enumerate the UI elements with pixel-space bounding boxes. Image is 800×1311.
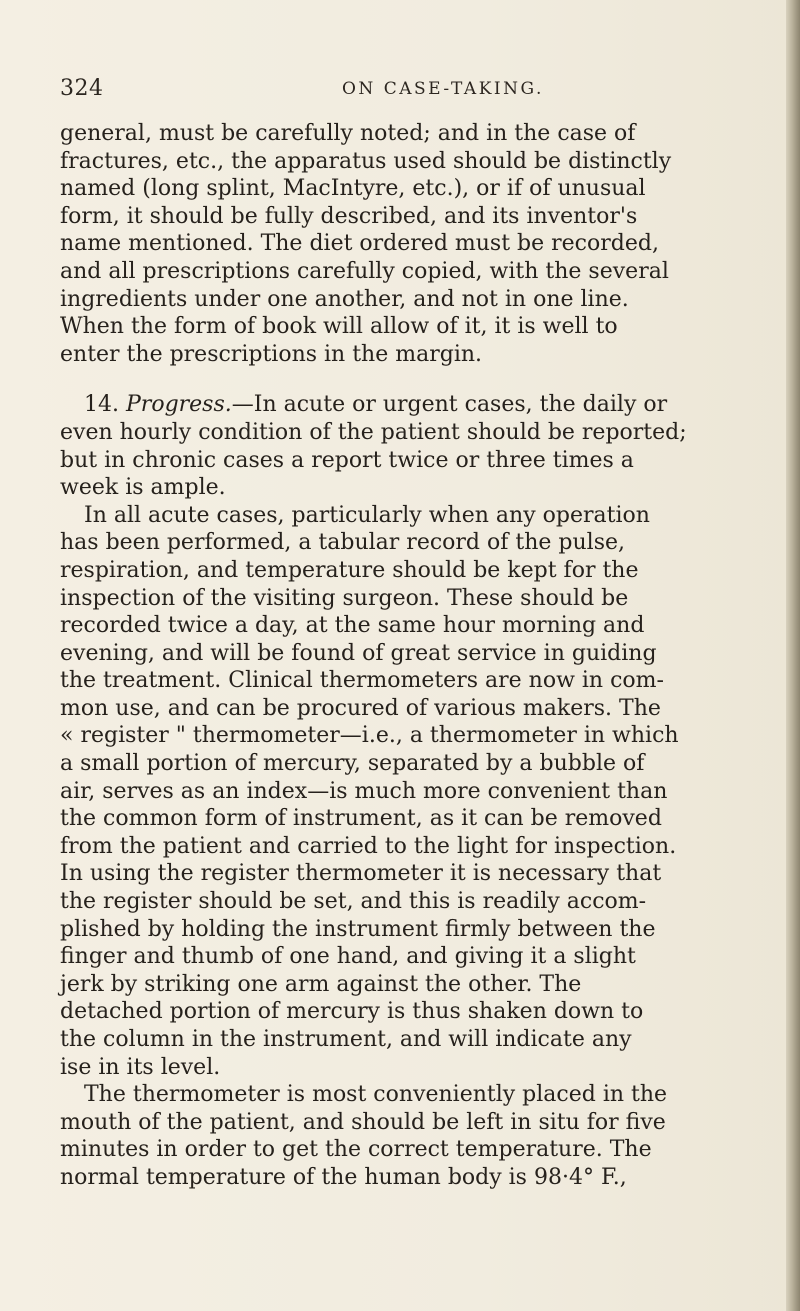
- text-line: evening, and will be found of great service in guiding: [60, 640, 657, 666]
- text-line: ise in its level.: [60, 1054, 221, 1080]
- text-line: plished by holding the instrument firmly between the: [60, 916, 656, 942]
- paragraph-gap: [60, 368, 760, 391]
- text-line: mouth of the patient, and should be left in situ for five: [60, 1109, 666, 1135]
- text-line: general, must be carefully noted; and in the case of: [60, 121, 636, 146]
- text-line: The thermometer is most conveniently placed in the: [84, 1082, 668, 1108]
- text-line: In using the register thermometer it is necessary that: [60, 861, 662, 887]
- text-line: finger and thumb of one hand, and giving it a slight: [60, 944, 636, 970]
- text-line: week is ample.: [60, 475, 226, 501]
- page-header: [60, 76, 760, 110]
- text-line: enter the prescriptions in the margin.: [60, 341, 483, 367]
- text-line: form, it should be fully described, and its inventor's: [60, 203, 638, 229]
- text-line: but in chronic cases a report twice or three times a: [60, 447, 634, 473]
- page-edge-shadow: [786, 0, 800, 1311]
- text-line: a small portion of mercury, separated by a bubble of: [60, 751, 645, 777]
- text-line: the register should be set, and this is readily accom-: [60, 889, 647, 915]
- text-line: has been performed, a tabular record of the pulse,: [60, 530, 625, 556]
- section-heading: Progress.: [126, 392, 232, 418]
- text-line: the treatment. Clinical thermometers are now in com-: [60, 668, 664, 694]
- text-line: ingredients under one another, and not in one line.: [60, 286, 629, 312]
- body-text: [60, 120, 760, 1192]
- section-number: 14.: [84, 392, 119, 418]
- text-line: respiration, and temperature should be kept for the: [60, 557, 639, 583]
- section-14-first-line: [60, 391, 760, 419]
- text-line: minutes in order to get the correct temperature. The: [60, 1137, 652, 1163]
- text-line: In all acute cases, particularly when any operation: [84, 502, 650, 528]
- text-line: named (long splint, MacIntyre, etc.), or if of unusual: [60, 176, 646, 202]
- page-number: 324: [60, 76, 104, 101]
- text-line: recorded twice a day, at the same hour morning and: [60, 613, 645, 639]
- text-line: mon use, and can be procured of various makers. The: [60, 695, 661, 721]
- text-line: fractures, etc., the apparatus used should be distinctly: [60, 148, 672, 174]
- text-line: jerk by striking one arm against the other. The: [60, 971, 582, 997]
- text-line: and all prescriptions carefully copied, with the several: [60, 258, 669, 284]
- text-line: the column in the instrument, and will indicate any: [60, 1027, 632, 1052]
- text-line: normal temperature of the human body is 98·4° F.,: [60, 1164, 627, 1190]
- text-line: « register " thermometer—i.e., a thermometer in which: [60, 723, 679, 749]
- text-line: from the patient and carried to the light for inspection.: [60, 833, 677, 859]
- text-line: inspection of the visiting surgeon. These should be: [60, 585, 629, 611]
- text-line: the common form of instrument, as it can be removed: [60, 806, 662, 832]
- running-head: ON CASE-TAKING.: [342, 79, 544, 99]
- text-line-rest: —In acute or urgent cases, the daily or: [231, 392, 668, 418]
- text-line: When the form of book will allow of it, it is well to: [60, 314, 618, 340]
- text-line: detached portion of mercury is thus shaken down to: [60, 999, 644, 1025]
- text-line: air, serves as an index—is much more convenient than: [60, 778, 668, 804]
- text-line: name mentioned. The diet ordered must be recorded,: [60, 231, 659, 257]
- text-line: even hourly condition of the patient should be reported;: [60, 419, 687, 445]
